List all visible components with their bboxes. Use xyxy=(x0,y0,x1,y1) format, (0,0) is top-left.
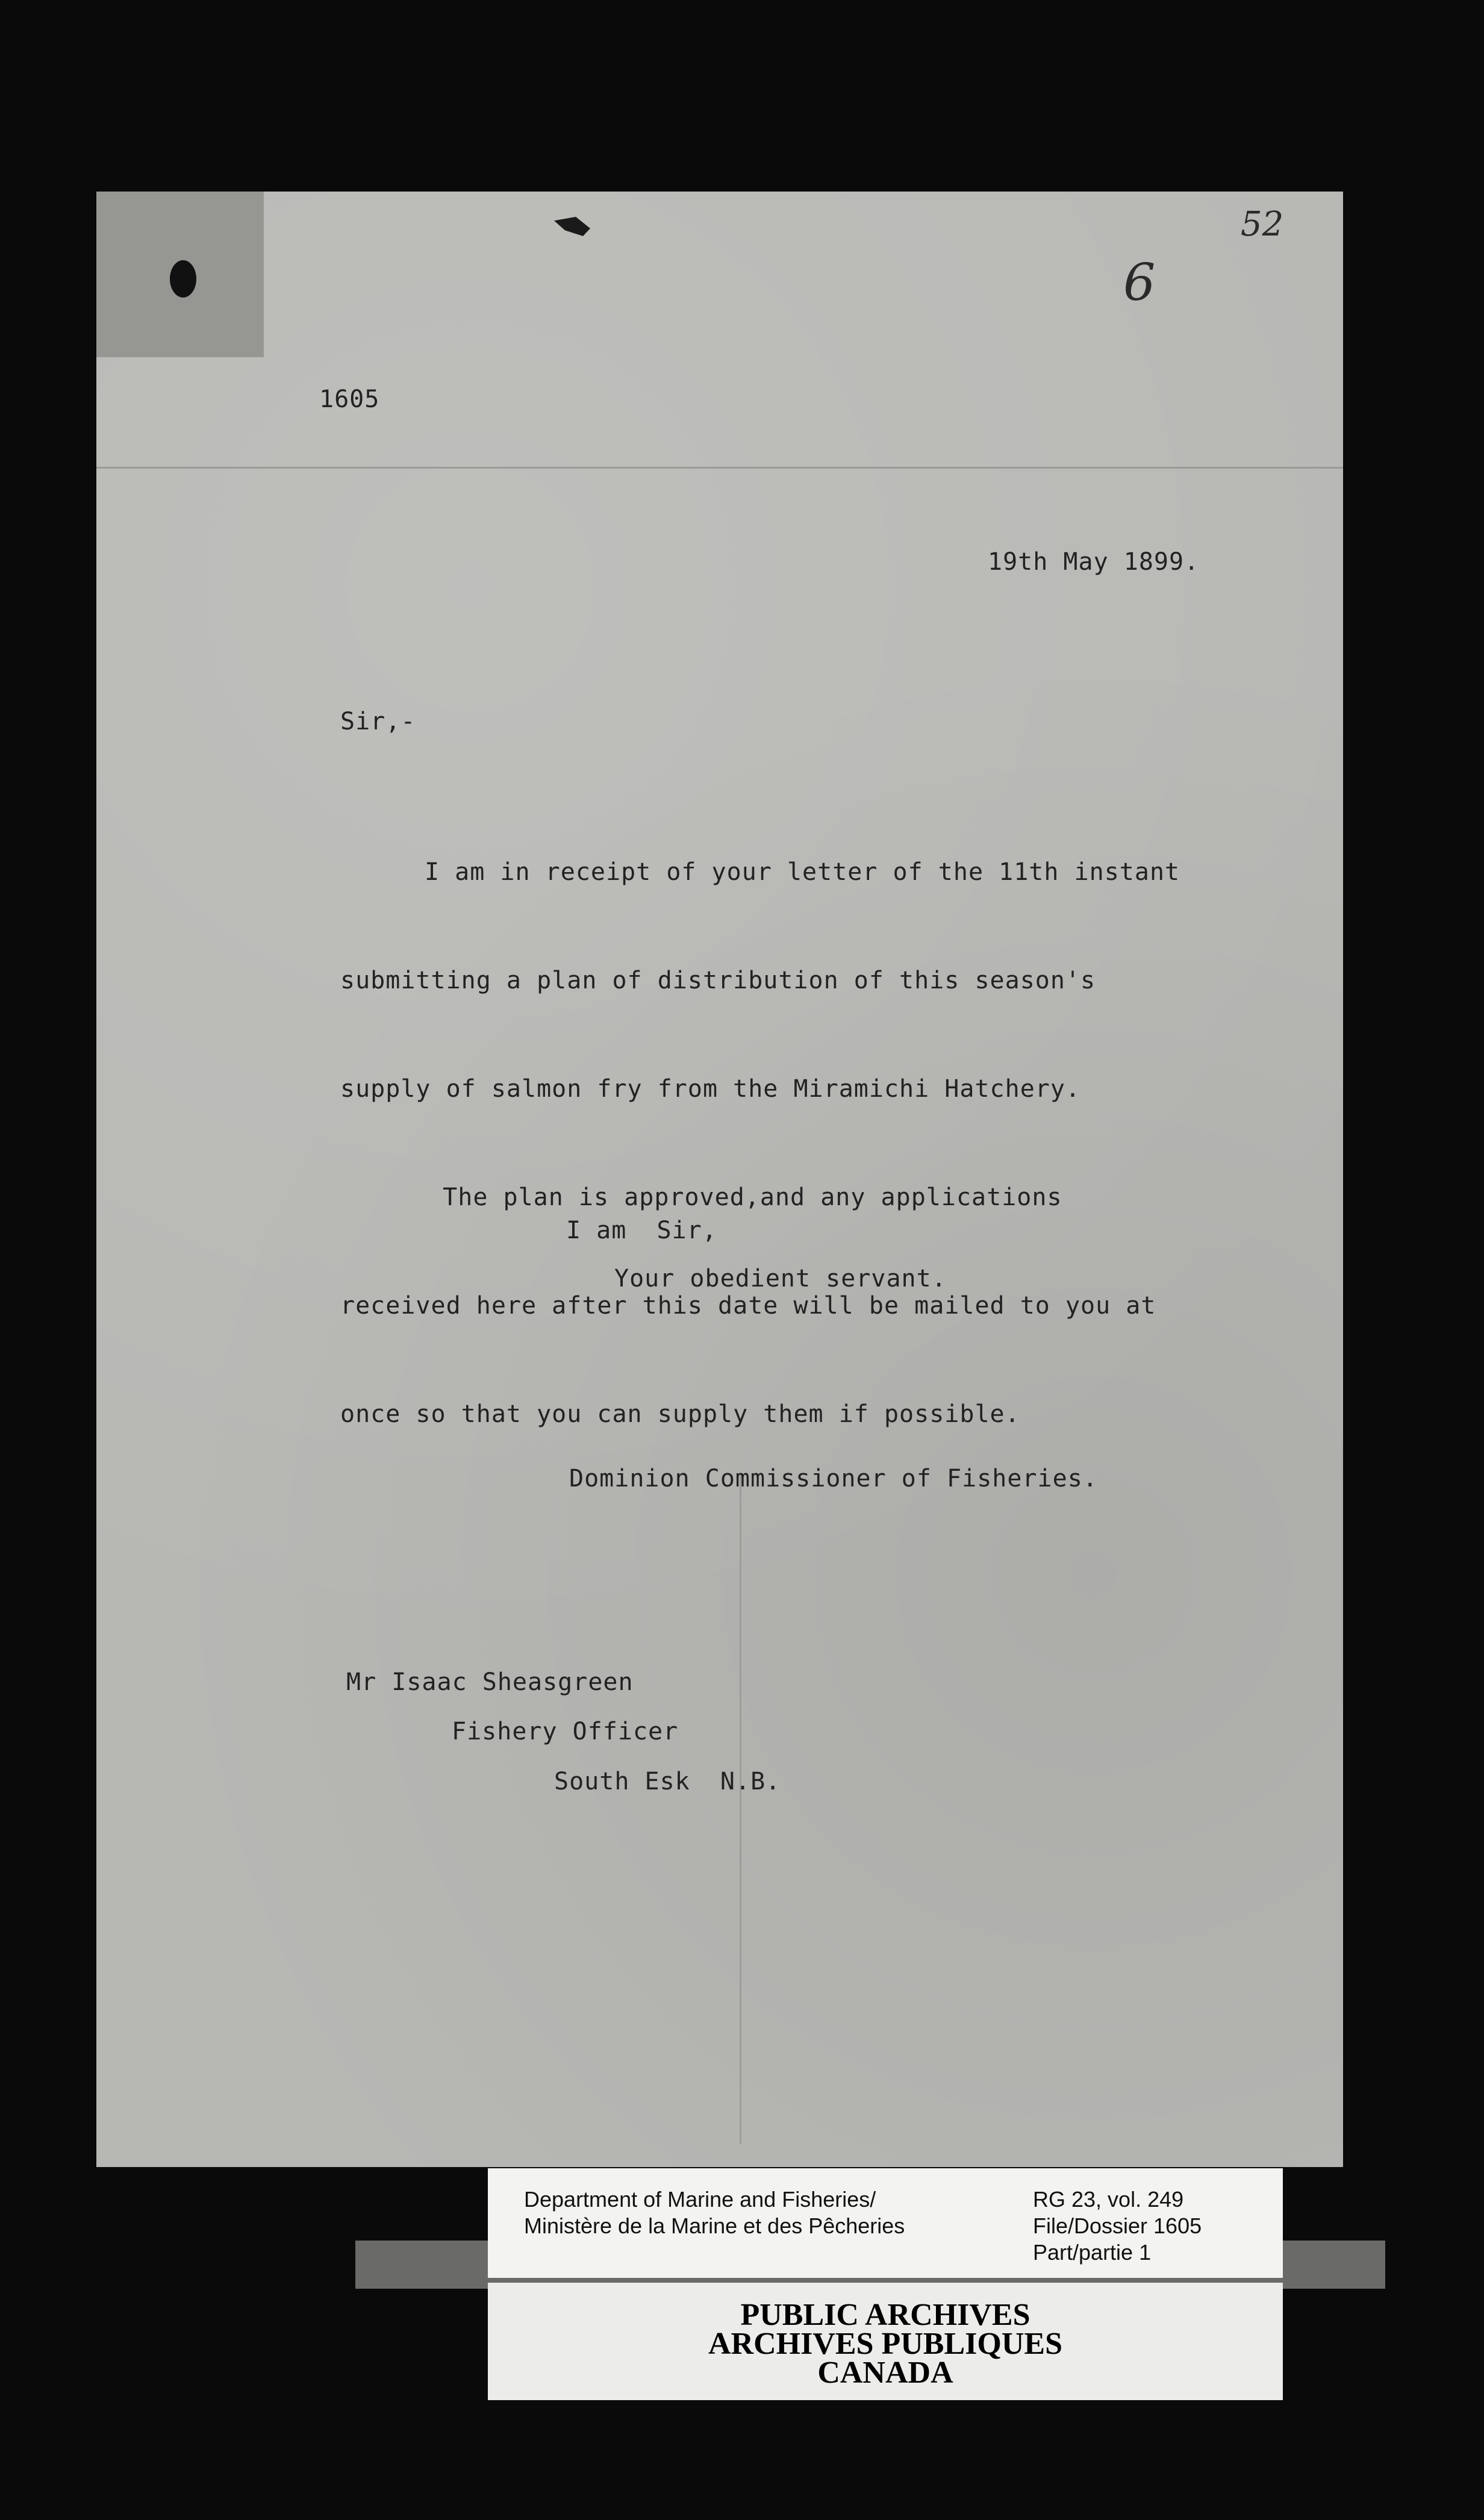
archive-stamp-line-2: ARCHIVES PUBLIQUES xyxy=(708,2327,1063,2361)
part-reference: Part/partie 1 xyxy=(1033,2240,1152,2265)
body-line: received here after this date will be mailed to you at xyxy=(340,1292,1156,1320)
addressee-title: Fishery Officer xyxy=(452,1718,679,1745)
file-number: 1605 xyxy=(319,385,380,413)
header-rule xyxy=(96,467,1343,469)
body-line: supply of salmon fry from the Miramichi Hatchery. xyxy=(340,1075,1081,1103)
department-english: Department of Marine and Fisheries/ xyxy=(524,2187,876,2212)
letter-date: 19th May 1899. xyxy=(988,548,1200,576)
signature-title: Dominion Commissioner of Fisheries. xyxy=(569,1465,1098,1492)
body-line: once so that you can supply them if possible. xyxy=(340,1400,1020,1428)
handwritten-page-number: 6 xyxy=(1123,253,1156,312)
archive-stamp-line-1: PUBLIC ARCHIVES xyxy=(740,2298,1030,2332)
handwritten-corner-number: 52 xyxy=(1241,205,1284,244)
addressee-name: Mr Isaac Sheasgreen xyxy=(346,1668,634,1696)
body-line: The plan is approved,and any applications xyxy=(413,1184,1062,1211)
letter-body xyxy=(340,790,1180,1468)
file-reference: File/Dossier 1605 xyxy=(1033,2213,1202,2238)
archive-reference-label xyxy=(488,2168,1283,2278)
archive-stamp-line-3: CANADA xyxy=(817,2356,953,2390)
record-group: RG 23, vol. 249 xyxy=(1033,2187,1184,2212)
addressee-location: South Esk N.B. xyxy=(554,1768,781,1795)
body-line: submitting a plan of distribution of this season's xyxy=(340,967,1096,994)
body-line: I am in receipt of your letter of the 11th instant xyxy=(425,858,1180,886)
ink-blot xyxy=(170,260,196,298)
closing-line-1: I am Sir, xyxy=(566,1217,717,1244)
closing-line-2: Your obedient servant. xyxy=(614,1265,947,1293)
department-french: Ministère de la Marine et des Pêcheries xyxy=(524,2213,905,2238)
salutation: Sir,- xyxy=(340,708,416,735)
fold-line xyxy=(740,1476,741,2144)
archive-stamp xyxy=(488,2283,1283,2400)
